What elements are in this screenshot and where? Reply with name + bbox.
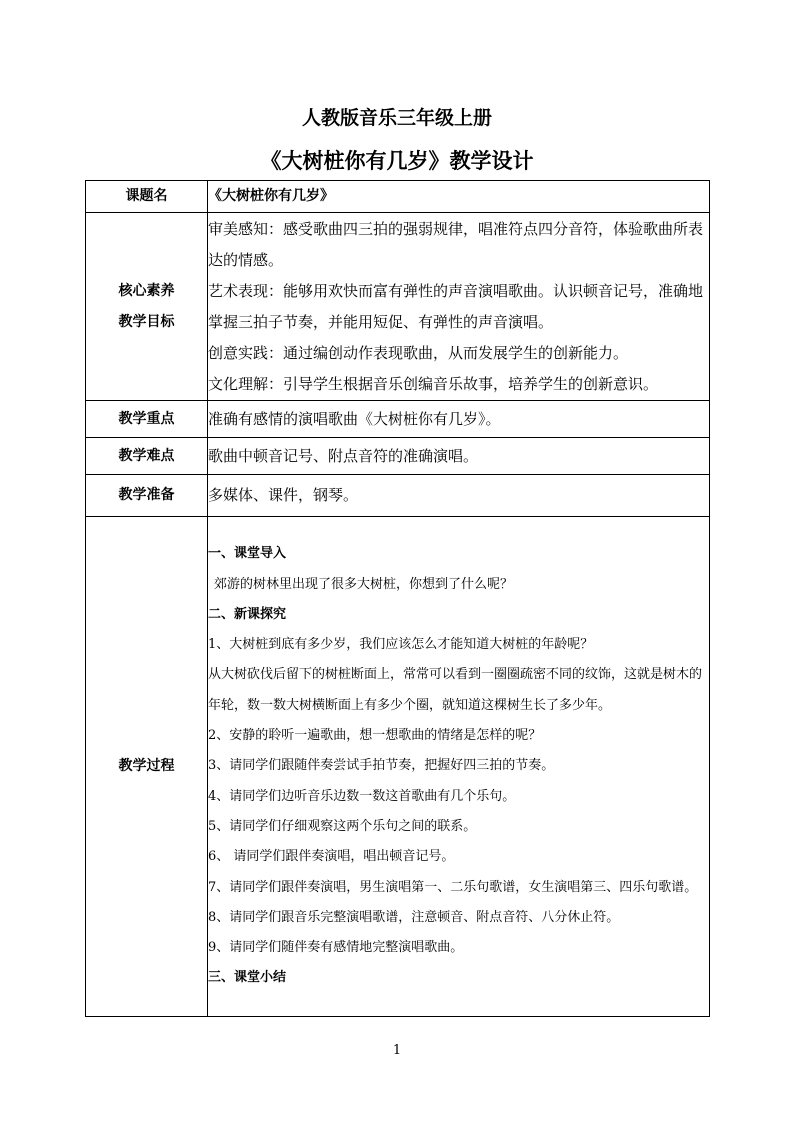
goal-aesthetic: 审美感知：感受歌曲四三拍的强弱规律，唱准符点四分音符，体验歌曲所表达的情感。 [208, 219, 704, 269]
difficulty-label: 教学难点 [86, 438, 208, 475]
key-point-value: 准确有感情的演唱歌曲《大树桩你有几岁》。 [208, 401, 710, 438]
difficulty-value: 歌曲中顿音记号、附点音符的准确演唱。 [208, 438, 710, 475]
goal-culture: 文化理解：引导学生根据音乐创编音乐故事，培养学生的创新意识。 [208, 374, 659, 393]
step-2: 2、安静的聆听一遍歌曲，想一想歌曲的情绪是怎样的呢？ [208, 728, 542, 744]
goal-creativity: 创意实践：通过编创动作表现歌曲，从而发展学生的创新能力。 [208, 343, 629, 362]
section-introduction: 一、课堂导入 [208, 546, 287, 562]
step-6: 6、 请同学们跟伴奏演唱，唱出顿音记号。 [208, 849, 455, 865]
lesson-title: 《大树桩你有几岁》教学设计 [260, 148, 534, 173]
page-number: 1 [392, 1043, 402, 1058]
key-point-label: 教学重点 [86, 401, 208, 438]
row-key-point [86, 401, 710, 438]
goals-content [208, 213, 710, 401]
step-7: 7、请同学们跟伴奏演唱，男生演唱第一、二乐句歌谱，女生演唱第三、四乐句歌谱。 [208, 879, 698, 895]
row-preparation [86, 475, 710, 517]
step-9: 9、请同学们随伴奏有感情地完整演唱歌曲。 [208, 940, 464, 956]
document-title: 人教版音乐三年级上册 [301, 107, 492, 129]
process-label: 教学过程 [86, 517, 208, 1017]
step-4: 4、请同学们边听音乐边数一数这首歌曲有几个乐句。 [208, 788, 516, 804]
goal-expression: 艺术表现：能够用欢快而富有弹性的声音演唱歌曲。认识顿音记号，准确地掌握三拍子节奏，并能用短促、有弹性的声音演唱。 [208, 281, 704, 331]
process-content [208, 517, 710, 1017]
intro-text: 郊游的树林里出现了很多大树桩，你想到了什么呢？ [214, 576, 514, 592]
goals-label-line2: 教学目标 [118, 313, 175, 330]
section-summary: 三、课堂小结 [208, 970, 287, 986]
step-5: 5、请同学们仔细观察这两个乐句之间的联系。 [208, 818, 477, 834]
preparation-label: 教学准备 [86, 475, 208, 517]
row-topic [86, 181, 710, 213]
topic-value: 《大树桩你有几岁》 [208, 181, 710, 213]
topic-label: 课题名 [86, 181, 208, 213]
row-process [86, 517, 710, 1017]
lesson-plan-table [85, 180, 710, 1017]
section-new-lesson: 二、新课探究 [208, 606, 287, 622]
step-3: 3、请同学们跟随伴奏尝试手拍节奏，把握好四三拍的节奏。 [208, 758, 555, 774]
preparation-value: 多媒体、课件，钢琴。 [208, 475, 710, 517]
step-1: 1、大树桩到底有多少岁，我们应该怎么才能知道大树桩的年龄呢？ [208, 637, 594, 653]
goals-label-line1: 核心素养 [118, 282, 175, 299]
row-goals [86, 213, 710, 401]
row-difficulty [86, 438, 710, 475]
goals-label [86, 213, 208, 401]
step-8: 8、请同学们跟音乐完整演唱歌谱，注意顿音、附点音符、八分休止符。 [208, 909, 620, 925]
step-1-detail: 从大树砍伐后留下的树桩断面上，常常可以看到一圈圈疏密不同的纹饰，这就是树木的年轮，数一数大树横断面上有多少个圈，就知道这棵树生长了多少年。 [208, 667, 703, 713]
